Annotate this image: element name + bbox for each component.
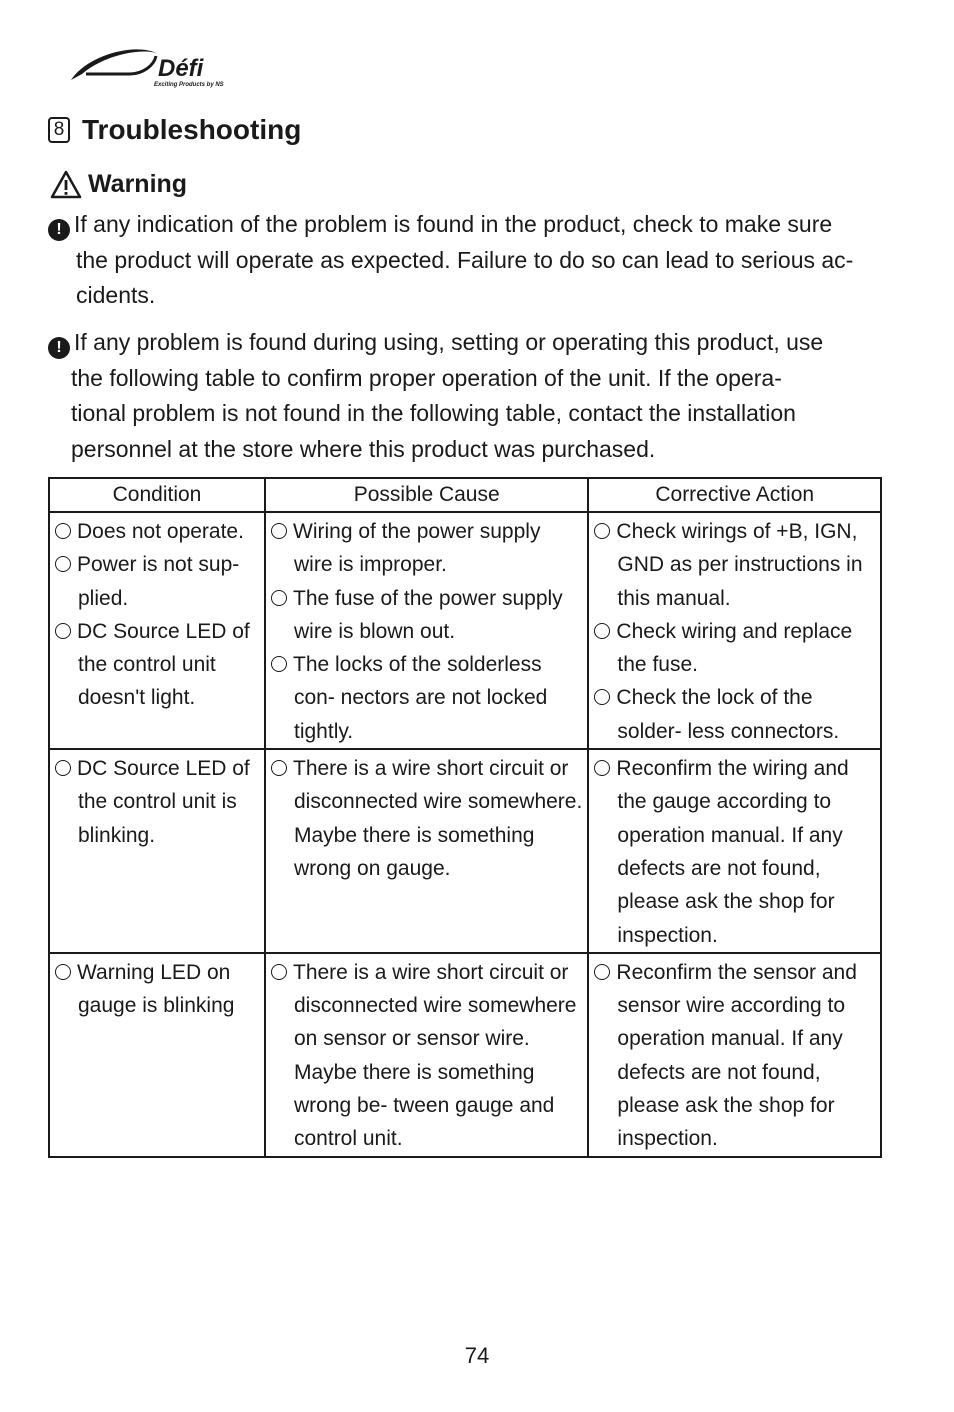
warning-paragraph-2: ! If any problem is found during using, setting or operating this product, use the following table to confirm proper operation of the unit. If the opera- tional problem is not found in the following table, contact the installation personnel at the store where this product was purchased. bbox=[48, 325, 882, 467]
svg-text:Exciting Products by NS: Exciting Products by NS bbox=[154, 82, 224, 88]
header-corrective-action: Corrective Action bbox=[588, 478, 881, 512]
troubleshooting-table bbox=[48, 477, 882, 1158]
condition-cell: Warning LED on gauge is blinking bbox=[49, 953, 265, 1157]
warning-title: Warning bbox=[88, 170, 188, 198]
circle-bullet-icon bbox=[55, 523, 71, 539]
warning-paragraph-1: ! If any indication of the problem is found in the product, check to make sure the product will operate as expected. Failure to do so can lead to serious ac- cidents. bbox=[48, 207, 882, 314]
circle-bullet-icon bbox=[594, 689, 610, 705]
circle-bullet-icon bbox=[594, 623, 610, 639]
circle-bullet-icon bbox=[594, 964, 610, 980]
page-title: Troubleshooting bbox=[82, 114, 302, 145]
circle-bullet-icon bbox=[55, 623, 71, 639]
circle-bullet-icon bbox=[55, 556, 71, 572]
defi-logo bbox=[68, 44, 268, 90]
condition-cell: Does not operate. Power is not sup- plied. DC Source LED of the control unit doesn't light. bbox=[49, 512, 265, 749]
exclamation-icon: ! bbox=[48, 219, 70, 241]
warning-triangle-icon bbox=[50, 170, 82, 199]
circle-bullet-icon bbox=[55, 760, 71, 776]
circle-bullet-icon bbox=[594, 523, 610, 539]
action-cell: Reconfirm the sensor and sensor wire according to operation manual. If any defects are not found, please ask the shop for inspection. bbox=[588, 953, 881, 1157]
circle-bullet-icon bbox=[271, 523, 287, 539]
table-row bbox=[49, 953, 881, 1157]
circle-bullet-icon bbox=[271, 590, 287, 606]
header-possible-cause: Possible Cause bbox=[265, 478, 588, 512]
circle-bullet-icon bbox=[594, 760, 610, 776]
action-cell: Reconfirm the wiring and the gauge according to operation manual. If any defects are not found, please ask the shop for inspection. bbox=[588, 749, 881, 953]
circle-bullet-icon bbox=[271, 760, 287, 776]
section-number: 8 bbox=[48, 117, 70, 143]
section-heading bbox=[48, 114, 301, 146]
svg-text:Défi: Défi bbox=[158, 55, 204, 82]
circle-bullet-icon bbox=[271, 964, 287, 980]
warning-heading bbox=[50, 170, 187, 199]
cause-cell: Wiring of the power supply wire is improper. The fuse of the power supply wire is blown out. The locks of the solderless con- nectors are not locked tightly. bbox=[265, 512, 588, 749]
exclamation-icon: ! bbox=[48, 337, 70, 359]
cause-cell: There is a wire short circuit or disconnected wire somewhere. Maybe there is something wrong on gauge. bbox=[265, 749, 588, 953]
table-row bbox=[49, 749, 881, 953]
action-cell: Check wirings of +B, IGN, GND as per instructions in this manual. Check wiring and replace the fuse. Check the lock of the solder- less connectors. bbox=[588, 512, 881, 749]
circle-bullet-icon bbox=[55, 964, 71, 980]
circle-bullet-icon bbox=[271, 656, 287, 672]
header-condition: Condition bbox=[49, 478, 265, 512]
condition-cell: DC Source LED of the control unit is blinking. bbox=[49, 749, 265, 953]
table-row bbox=[49, 512, 881, 749]
table-header-row bbox=[49, 478, 881, 512]
page-number: 74 bbox=[464, 1343, 490, 1368]
cause-cell: There is a wire short circuit or disconnected wire somewhere on sensor or sensor wire. Maybe there is something wrong be- tween gauge and control unit. bbox=[265, 953, 588, 1157]
